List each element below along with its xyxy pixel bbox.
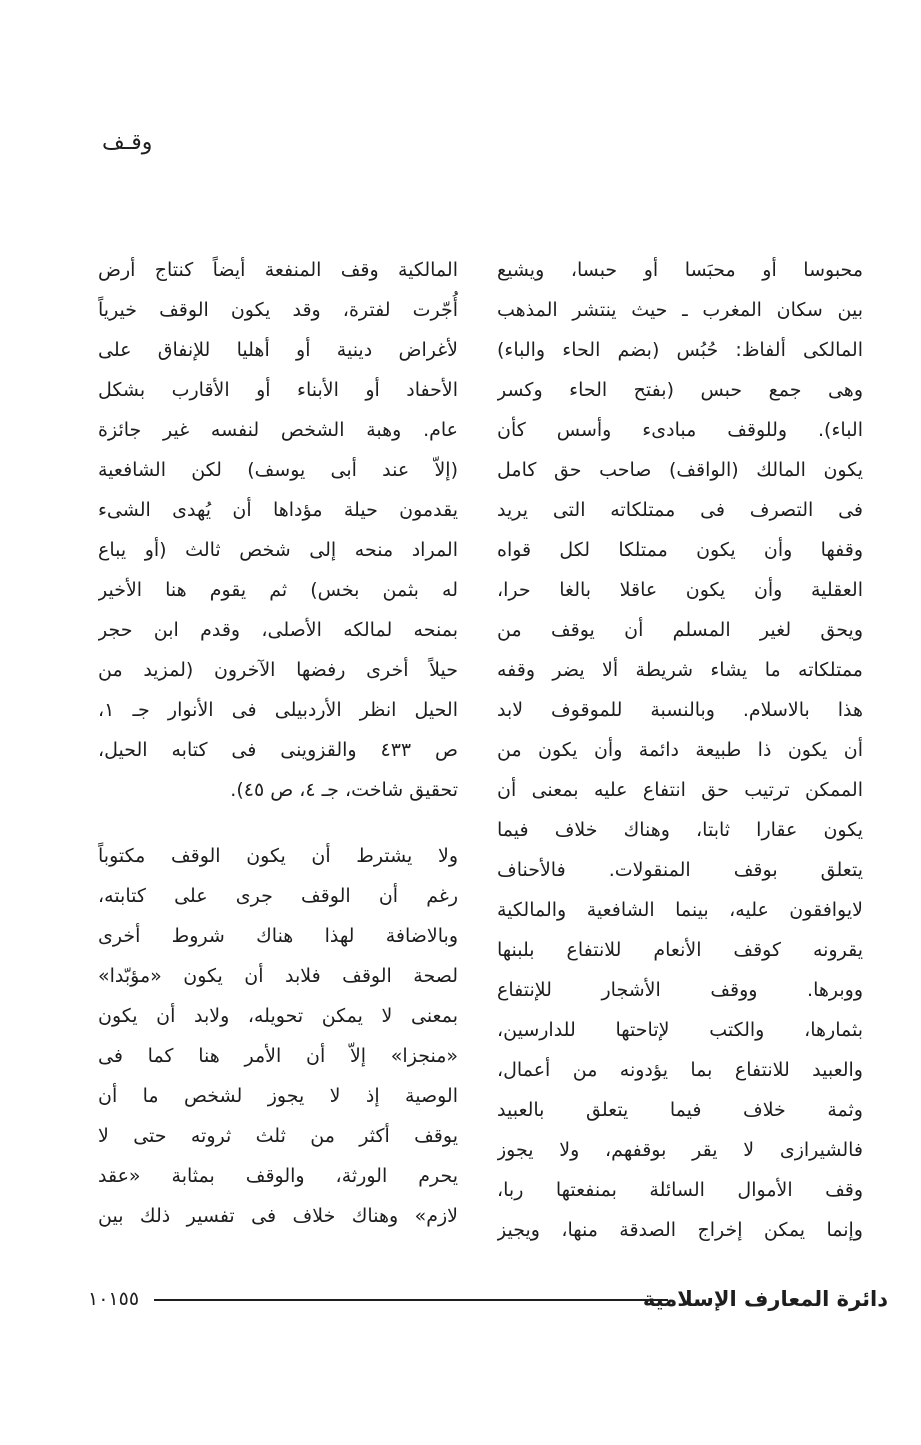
- text-line: فى التصرف فى ممتلكاته التى يريد: [497, 499, 863, 521]
- text-line: هذا بالاسلام. وبالنسبة للموقوف لابد: [497, 699, 863, 721]
- text-line: الممكن ترتيب حق انتفاع عليه بمعنى أن: [497, 779, 863, 801]
- text-line: العقلية وأن يكون عاقلا بالغا حرا،: [497, 579, 863, 601]
- text-line: لأغراض دينية أو أهليا للإنفاق على: [98, 339, 458, 361]
- footer-rule: [154, 1299, 668, 1301]
- text-line: أُجّرت لفترة، وقد يكون الوقف خيرياً: [98, 299, 458, 321]
- text-line: والعبيد للانتفاع بما يؤدونه من أعمال،: [497, 1059, 863, 1081]
- text-line: يتعلق بوقف المنقولات. فالأحناف: [497, 859, 863, 881]
- text-line: محبوسا أو محبَسا أو حبسا، ويشيع: [497, 259, 863, 281]
- text-line: حيلاً أخرى رفضها الآخرون (لمزيد من: [98, 659, 458, 681]
- text-line: الحيل انظر الأردبيلى فى الأنوار جـ ١،: [98, 699, 458, 721]
- text-line: (إلاّ عند أبى يوسف) لكن الشافعية: [98, 459, 458, 481]
- text-line: يحرم الورثة، والوقف بمثابة «عقد: [98, 1165, 458, 1187]
- text-line: يقدمون حيلة مؤداها أن يُهدى الشىء: [98, 499, 458, 521]
- text-line: المراد منحه إلى شخص ثالث (أو يباع: [98, 539, 458, 561]
- left-column: [98, 250, 458, 1236]
- text-line: الباء). وللوقف مبادىء وأسس كأن: [497, 419, 863, 441]
- text-line: ممتلكاته ما يشاء شريطة ألا يضر وقفه: [497, 659, 863, 681]
- left-column-paragraph-2: [98, 836, 458, 1236]
- text-line: وإنما يمكن إخراج الصدقة منها، ويجيز: [497, 1219, 863, 1241]
- text-line: بمعنى لا يمكن تحويله، ولابد أن يكون: [98, 1005, 458, 1027]
- text-line: وثمة خلاف فيما يتعلق بالعبيد: [497, 1099, 863, 1121]
- text-line: يوقف أكثر من ثلث ثروته حتى لا: [98, 1125, 458, 1147]
- running-head: وقـف: [102, 130, 153, 155]
- text-line: ص ٤٣٣ والقزوينى فى كتابه الحيل،: [98, 739, 458, 761]
- text-line: ولا يشترط أن يكون الوقف مكتوباً: [98, 845, 458, 867]
- text-line: ويحق لغير المسلم أن يوقف من: [497, 619, 863, 641]
- text-line: عام. وهبة الشخص لنفسه غير جائزة: [98, 419, 458, 441]
- text-line: لايوافقون عليه، بينما الشافعية والمالكية: [497, 899, 863, 921]
- text-line: فالشيرازى لا يقر بوقفهم، ولا يجوز: [497, 1139, 863, 1161]
- page-footer: [88, 1284, 888, 1324]
- text-line: «منجزا» إلاّ أن الأمر هنا كما فى: [98, 1045, 458, 1067]
- text-line: بين سكان المغرب ـ حيث ينتشر المذهب: [497, 299, 863, 321]
- text-line: له بثمن بخس) ثم يقوم هنا الأخير: [98, 579, 458, 601]
- text-line: يكون المالك (الواقف) صاحب حق كامل: [497, 459, 863, 481]
- text-line: بمنحه لمالكه الأصلى، وقدم ابن حجر: [98, 619, 458, 641]
- text-line: ووبرها. ووقف الأشجار للإنتفاع: [497, 979, 863, 1001]
- text-line: وبالاضافة لهذا هناك شروط أخرى: [98, 925, 458, 947]
- left-column-paragraph-1: [98, 250, 458, 810]
- text-line: لازم» وهناك خلاف فى تفسير ذلك بين: [98, 1205, 458, 1227]
- page-number: ١٠١٥٥: [88, 1288, 140, 1310]
- text-line: المالكية وقف المنفعة أيضاً كنتاج أرض: [98, 259, 458, 281]
- text-line: أن يكون ذا طبيعة دائمة وأن يكون من: [497, 739, 863, 761]
- text-line: لصحة الوقف فلابد أن يكون «مؤبّدا»: [98, 965, 458, 987]
- text-line: وقف الأموال السائلة بمنفعتها ربا،: [497, 1179, 863, 1201]
- text-line: يقرونه كوقف الأنعام للانتفاع بلبنها: [497, 939, 863, 961]
- text-line: الأحفاد أو الأبناء أو الأقارب بشكل: [98, 379, 458, 401]
- text-line: المالكى ألفاظ: حُبُس (بضم الحاء والباء): [497, 339, 863, 361]
- text-line: وهى جمع حبس (بفتح الحاء وكسر: [497, 379, 863, 401]
- text-line: رغم أن الوقف جرى على كتابته،: [98, 885, 458, 907]
- paragraph-gap: [98, 810, 458, 836]
- text-line: يكون عقارا ثابتا، وهناك خلاف فيما: [497, 819, 863, 841]
- text-line: تحقيق شاخت، جـ ٤، ص ٤٥).: [230, 779, 458, 801]
- text-line: الوصية إذ لا يجوز لشخص ما أن: [98, 1085, 458, 1107]
- right-column: [497, 250, 863, 1250]
- footer-publication-title: دائرة المعارف الإسلامية: [642, 1287, 888, 1311]
- text-line: وقفها وأن يكون ممتلكا لكل قواه: [497, 539, 863, 561]
- text-line: بثمارها، والكتب لإتاحتها للدارسين،: [497, 1019, 863, 1041]
